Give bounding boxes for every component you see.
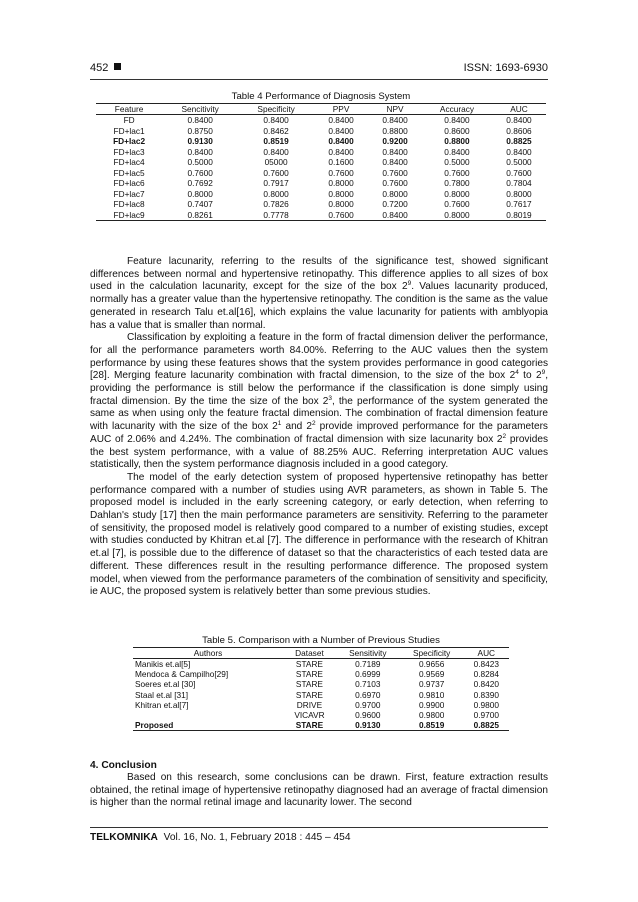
table5-header-cell: Sensitivity	[336, 648, 400, 659]
header-rule	[90, 79, 548, 80]
table5-row	[133, 720, 509, 731]
page-header	[90, 62, 548, 78]
table4	[96, 103, 546, 221]
table4-cell: 0.7800	[444, 178, 470, 188]
conclusion-paragraph: Based on this research, some conclusions can be drawn. First, feature extraction results obtained, the retinal image of hypertensive retinopathy diagnosed had an average of fractal dimension is higher than the normal retinal image and lacunarity lower. The second	[90, 772, 548, 809]
table5-cell: Staal et.al [31]	[135, 689, 189, 700]
table5-cell: 0.9700	[355, 699, 381, 710]
table4-cell: 0.7600	[444, 199, 470, 209]
table5-cell: 0.9656	[418, 659, 445, 669]
table4-cell: 0.8000	[444, 188, 470, 199]
table4-cell: 0.8400	[328, 136, 354, 146]
table5-cell: 0.8519	[400, 720, 464, 731]
table4-cell: 0.7600	[328, 167, 354, 178]
table4-cell: 0.8000	[382, 188, 408, 199]
table4-cell: 0.8000	[422, 210, 492, 221]
table5-cell: STARE	[295, 669, 323, 680]
table4-cell: 0.5000	[187, 157, 213, 167]
table4-cell: FD	[123, 115, 135, 125]
table4-cell: 0.8400	[368, 210, 422, 221]
table4-cell: 0.8261	[162, 210, 238, 221]
table5-caption: Table 5. Comparison with a Number of Previous Studies	[202, 635, 440, 646]
table5-cell: 0.9130	[336, 720, 400, 731]
table4-row	[96, 210, 546, 221]
table4-cell: 0.8019	[492, 210, 546, 221]
table5-cell: 0.8390	[473, 689, 499, 700]
table4-cell: 0.7200	[382, 199, 408, 209]
journal-name: TELKOMNIKA	[90, 832, 158, 843]
table4-cell: 0.8400	[382, 146, 408, 157]
table4-cell: 0.8400	[506, 115, 532, 125]
table4-cell: 0.7407	[187, 199, 213, 209]
table5-header-cell: Dataset	[283, 648, 336, 659]
footer-rule	[90, 827, 548, 828]
table5-cell: 0.7103	[355, 679, 381, 690]
table5-header-cell: Specificity	[400, 648, 464, 659]
table4-row	[96, 147, 546, 158]
table4-cell: 0.7600	[314, 210, 368, 221]
table4-cell: 0.8400	[506, 146, 532, 157]
page-number: 452	[90, 62, 121, 74]
issn: ISSN: 1693-6930	[463, 62, 548, 74]
table4-cell: 0.8400	[444, 115, 470, 125]
table4-cell: 0.8400	[444, 146, 470, 157]
table4-header-cell: PPV	[314, 104, 368, 115]
citation: Vol. 16, No. 1, February 2018 : 445 – 454	[163, 832, 351, 843]
table4-row	[96, 126, 546, 137]
table4-cell: 0.8825	[506, 136, 532, 146]
table4-cell: 0.8800	[382, 125, 408, 136]
table5-cell: 0.8825	[464, 720, 509, 731]
table5-cell: 0.8420	[473, 679, 499, 690]
table4-cell: 0.7600	[506, 167, 532, 178]
table4-cell: 0.8000	[187, 188, 213, 199]
table4-cell: 0.8606	[506, 125, 532, 136]
table5-row	[133, 690, 509, 700]
table5-row	[133, 669, 509, 679]
table5-cell: 0.9569	[418, 669, 445, 680]
table4-row	[96, 136, 546, 147]
table4-cell: FD+lac2	[113, 136, 146, 146]
table4-cell: 0.8600	[444, 125, 470, 136]
table4-cell: FD+lac5	[113, 167, 145, 178]
table4-header-cell: Feature	[96, 104, 162, 115]
table4-cell: 0.7778	[238, 210, 314, 221]
table4-cell: 0.7917	[263, 178, 289, 188]
table4-cell: 0.5000	[506, 157, 532, 167]
table5-cell: Soeres et.al [30]	[135, 679, 196, 690]
table5-cell: Proposed	[133, 720, 283, 731]
table4-cell: 0.8000	[263, 188, 289, 199]
table4-cell: 0.8519	[263, 136, 289, 146]
table4-header-cell: Sencitivity	[162, 104, 238, 115]
table4-cell: 0.9200	[382, 136, 408, 146]
table5-cell: STARE	[295, 659, 323, 669]
table4-header-cell: NPV	[368, 104, 422, 115]
table4-cell: 0.8400	[328, 146, 354, 157]
table4-header-cell: AUC	[492, 104, 546, 115]
table4-row	[96, 115, 546, 126]
page-footer	[90, 832, 351, 843]
table5-cell: 0.9810	[418, 689, 445, 700]
table5-cell: 0.8423	[473, 659, 499, 669]
table4-cell: FD+lac3	[113, 146, 145, 157]
table4-cell: FD+lac6	[113, 178, 145, 188]
table4-row	[96, 157, 546, 168]
table4-cell: 0.8400	[187, 146, 213, 157]
table5-cell: DRIVE	[296, 699, 323, 710]
table4-cell: 0.5000	[444, 157, 470, 167]
paragraph-1: Feature lacunarity, referring to the results of the significance test, showed significant differences between normal and hypertensive retinopathy. This difference applies to all sizes of box used in the calculation lacunarity, except for the size of the box $2^9$. Values lacunarity produced, normally has a greater value than the hypertensive retinopathy. The condition is the same as the value generated in research Talu et.al[16], which explains the value lacunarity for patients with amblyopia has a value that is smaller than normal.	[90, 256, 548, 331]
table5	[133, 647, 509, 731]
table4-cell: 0.7600	[187, 167, 213, 178]
body-text	[90, 256, 548, 599]
table4-cell: 0.8000	[328, 199, 354, 209]
table4-caption: Table 4 Performance of Diagnosis System	[231, 91, 411, 102]
table4-cell: 0.8000	[328, 188, 354, 199]
table5-cell: 0.9700	[473, 710, 499, 721]
table5-cell: STARE	[295, 679, 323, 690]
table4-cell: 0.8000	[328, 178, 354, 188]
paragraph-2: Classification by exploiting a feature in the form of fractal dimension deliver the performance, for all the performance parameters worth 84.00%. Referring to the AUC values then the system performance by using these features shows that the system provides performance in good categories [28]. Merging feature lacunarity combination with fractal dimension, to the size of the box $2^4$ to $2^9$, providing the performance is still below the performance if the classification is done simply using fractal dimension. By the time the size of the box $2^3$, the performance of the system generated the same as when using only the feature fractal dimension. The combination of fractal dimension feature with lacunarity with the size of the box $2^1$ and $2^2$ provide improved performance for the parameters AUC of 2.06% and 4.24%. The combination of fractal dimension with size lacunarity box $2^2$ provides the best system performance, with a value of 88.25% AUC. Referring interpretation AUC values statistically, then the system performance diagnosis included in a good category.	[90, 332, 549, 471]
table4-cell: 0.8400	[187, 115, 213, 125]
table5-row	[133, 700, 509, 710]
table5-cell: STARE	[283, 720, 336, 731]
table4-cell: 05000	[264, 157, 288, 167]
table5-cell: 0.8284	[473, 669, 499, 680]
table4-cell: FD+lac7	[113, 188, 145, 199]
square-bullet-icon	[114, 63, 121, 70]
table5-row	[133, 710, 509, 720]
table4-row	[96, 168, 546, 179]
table4-cell: 0.7804	[506, 178, 532, 188]
table5-cell: 0.6970	[355, 689, 381, 700]
table4-cell: FD+lac8	[113, 199, 145, 209]
table4-cell: 0.8400	[382, 157, 408, 167]
table4-cell: 0.7692	[187, 178, 213, 188]
table4-row	[96, 189, 546, 200]
table5-cell: 0.9800	[473, 699, 499, 710]
table4-row	[96, 178, 546, 189]
table5-cell: STARE	[295, 689, 323, 700]
table4-cell: FD+lac4	[113, 157, 145, 167]
table4-cell: 0.8000	[506, 188, 532, 199]
table5-cell: 0.9900	[418, 699, 445, 710]
table4-cell: 0.7600	[263, 167, 289, 178]
table4-cell: 0.8750	[187, 125, 213, 136]
table4-cell: 0.8800	[444, 136, 470, 146]
table5-header-cell: Authors	[133, 648, 283, 659]
section-heading: 4. Conclusion	[90, 760, 157, 771]
table5-header-cell: AUC	[464, 648, 509, 659]
table4-row	[96, 199, 546, 210]
table5-cell: 0.9737	[418, 679, 445, 690]
table5-row	[133, 679, 509, 689]
table4-cell: FD+lac1	[113, 125, 145, 136]
table4-cell: 0.7826	[263, 199, 289, 209]
table4-cell: 0.8400	[328, 125, 354, 136]
table4-cell: 0.8400	[263, 146, 289, 157]
table5-cell: 0.6999	[355, 669, 381, 680]
table5-cell	[133, 710, 283, 720]
table4-cell: FD+lac9	[96, 210, 162, 221]
table5-cell: 0.9600	[355, 710, 381, 721]
table4-cell: 0.8462	[263, 125, 289, 136]
table5-cell: VICAVR	[294, 710, 325, 721]
table4-cell: 0.8400	[263, 115, 289, 125]
table4-cell: 0.7600	[382, 178, 408, 188]
table5-cell: Mendoca & Campilho[29]	[135, 669, 229, 680]
table5-cell: 0.9800	[418, 710, 445, 721]
table4-cell: 0.7617	[506, 199, 532, 209]
table4-cell: 0.8400	[328, 115, 354, 125]
table5-row	[133, 659, 509, 670]
table4-cell: 0.8400	[382, 115, 408, 125]
paragraph-3: The model of the early detection system of proposed hypertensive retinopathy has better performance compared with a number of studies using AVR parameters, as shown in Table 5. The proposed model is included in the early screening category, or early detection, when referring to Dahlan's study [17] then the main performance parameters are sensitivity. Referring to the parameter of sensitivity, the proposed model is relatively good compared to a number of existing studies, except with studies conducted by Khitran et.al [7]. The difference in performance with the research of Khitran et.al [7], is possible due to the difference of dataset so that the characteristics of each tested data are different. These differences result in the resulting performance difference. The proposed system model, when viewed from the performance parameters of the combination of sensitivity and specificity, ie AUC, the proposed system is relatively better than some previous studies.	[90, 471, 548, 598]
table4-cell: 0.7600	[444, 167, 470, 178]
table5-cell: Khitran et.al[7]	[135, 699, 189, 710]
table4-header-cell: Accuracy	[422, 104, 492, 115]
table5-cell: 0.7189	[355, 659, 381, 669]
table5-cell: Manikis et.al[5]	[135, 659, 191, 669]
table4-cell: 0.9130	[187, 136, 213, 146]
table4-cell: 0.1600	[328, 157, 354, 167]
table4-cell: 0.7600	[382, 167, 408, 178]
table4-header-cell: Specificity	[238, 104, 314, 115]
conclusion-text	[90, 772, 548, 810]
